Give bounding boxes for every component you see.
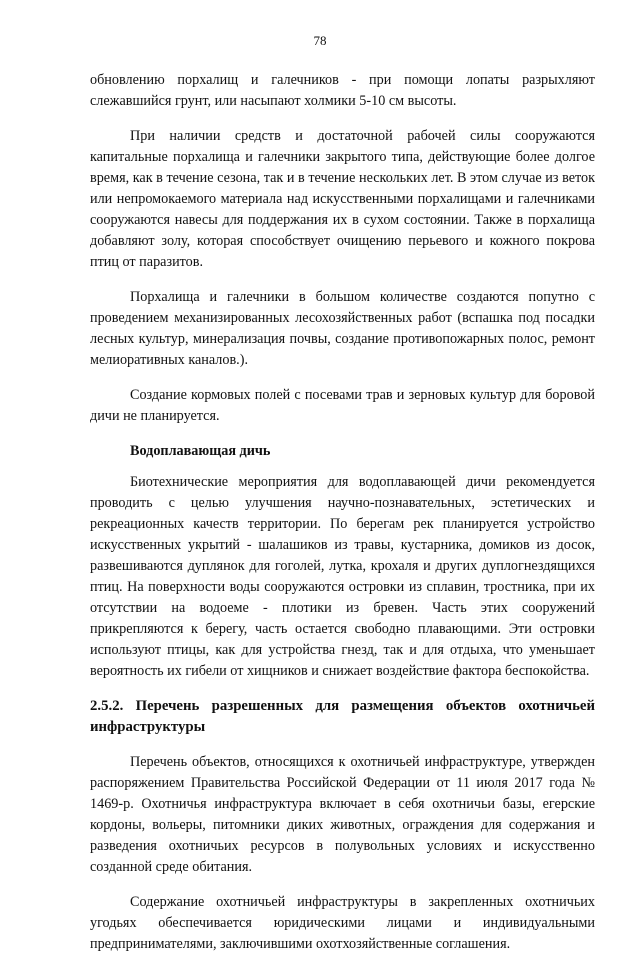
section-heading <box>90 696 595 738</box>
section-title: Перечень разрешенных для размещения объектов охотничьей инфраструктуры <box>90 698 595 735</box>
paragraph-continuation: обновлению порхалищ и галечников - при помощи лопаты разрыхляют слежавшийся грунт, или насыпают холмики 5-10 см высоты. <box>90 72 595 109</box>
paragraph-feed-fields: Создание кормовых полей с посевами трав и зерновых культур для боровой дичи не планируется. <box>90 387 595 424</box>
paragraph-infrastructure-list: Перечень объектов, относящихся к охотничьей инфраструктуре, утвержден распоряжением Правительства Российской Федерации от 11 июля 2017 года № 1469-р. Охотничья инфраструктура включает в себя охотничьи базы, егерские кордоны, вольеры, питомники диких животных, ограждения для содержания и разведения охотничьих ресурсов в полувольных условиях и искусственно созданной среде обитания. <box>90 754 595 875</box>
section-number: 2.5.2. <box>90 698 124 714</box>
paragraph-mechanized-works: Порхалища и галечники в большом количестве создаются попутно с проведением механизированных лесохозяйственных работ (вспашка под посадки лесных культур, минерализация почвы, создание противопожарных полос, ремонт мелиоративных каналов.). <box>90 289 595 368</box>
paragraph-capital-dust-baths: При наличии средств и достаточной рабочей силы сооружаются капитальные порхалища и галечники закрытого типа, действующие более долгое время, как в течение сезона, так и в течение нескольких лет. В этом случае из веток или непромокаемого материала над искусственными порхалищами и галечниками сооружаются навесы для поддержания их в сухом состоянии. Также в порхалища добавляют золу, которая способствует очищению перьевого и кожного покрова птиц от паразитов. <box>90 128 595 270</box>
page-content <box>90 70 595 955</box>
page-number: 78 <box>313 33 327 48</box>
subheading-waterfowl: Водоплавающая дичь <box>130 443 271 459</box>
paragraph-waterfowl-measures: Биотехнические мероприятия для водоплавающей дичи рекомендуется проводить с целью улучшения научно-познавательных, эстетических и рекреационных качеств территории. По берегам рек планируется устройство искусственных укрытий - шалашиков из травы, кустарника, домиков из досок, развешиваются дуплянок для гоголей, лутка, крохаля и других дуплогнездящихся птиц. На поверхности воды сооружаются островки из сплавин, тростника, при их отсутствии на водоеме - плотики из бревен. Часть этих сооружений прикрепляются к берегу, часть остается свободно плавающими. Эти островки используют птицы, как для устройства гнезд, так и для отдыха, что уменьшает вероятность их гибели от хищников и снижает воздействие фактора беспокойства. <box>90 474 595 679</box>
paragraph-infrastructure-maintenance: Содержание охотничьей инфраструктуры в закрепленных охотничьих угодьях обеспечивается юридическими лицами и индивидуальными предпринимателями, заключившими охотхозяйственные соглашения. <box>90 894 595 952</box>
